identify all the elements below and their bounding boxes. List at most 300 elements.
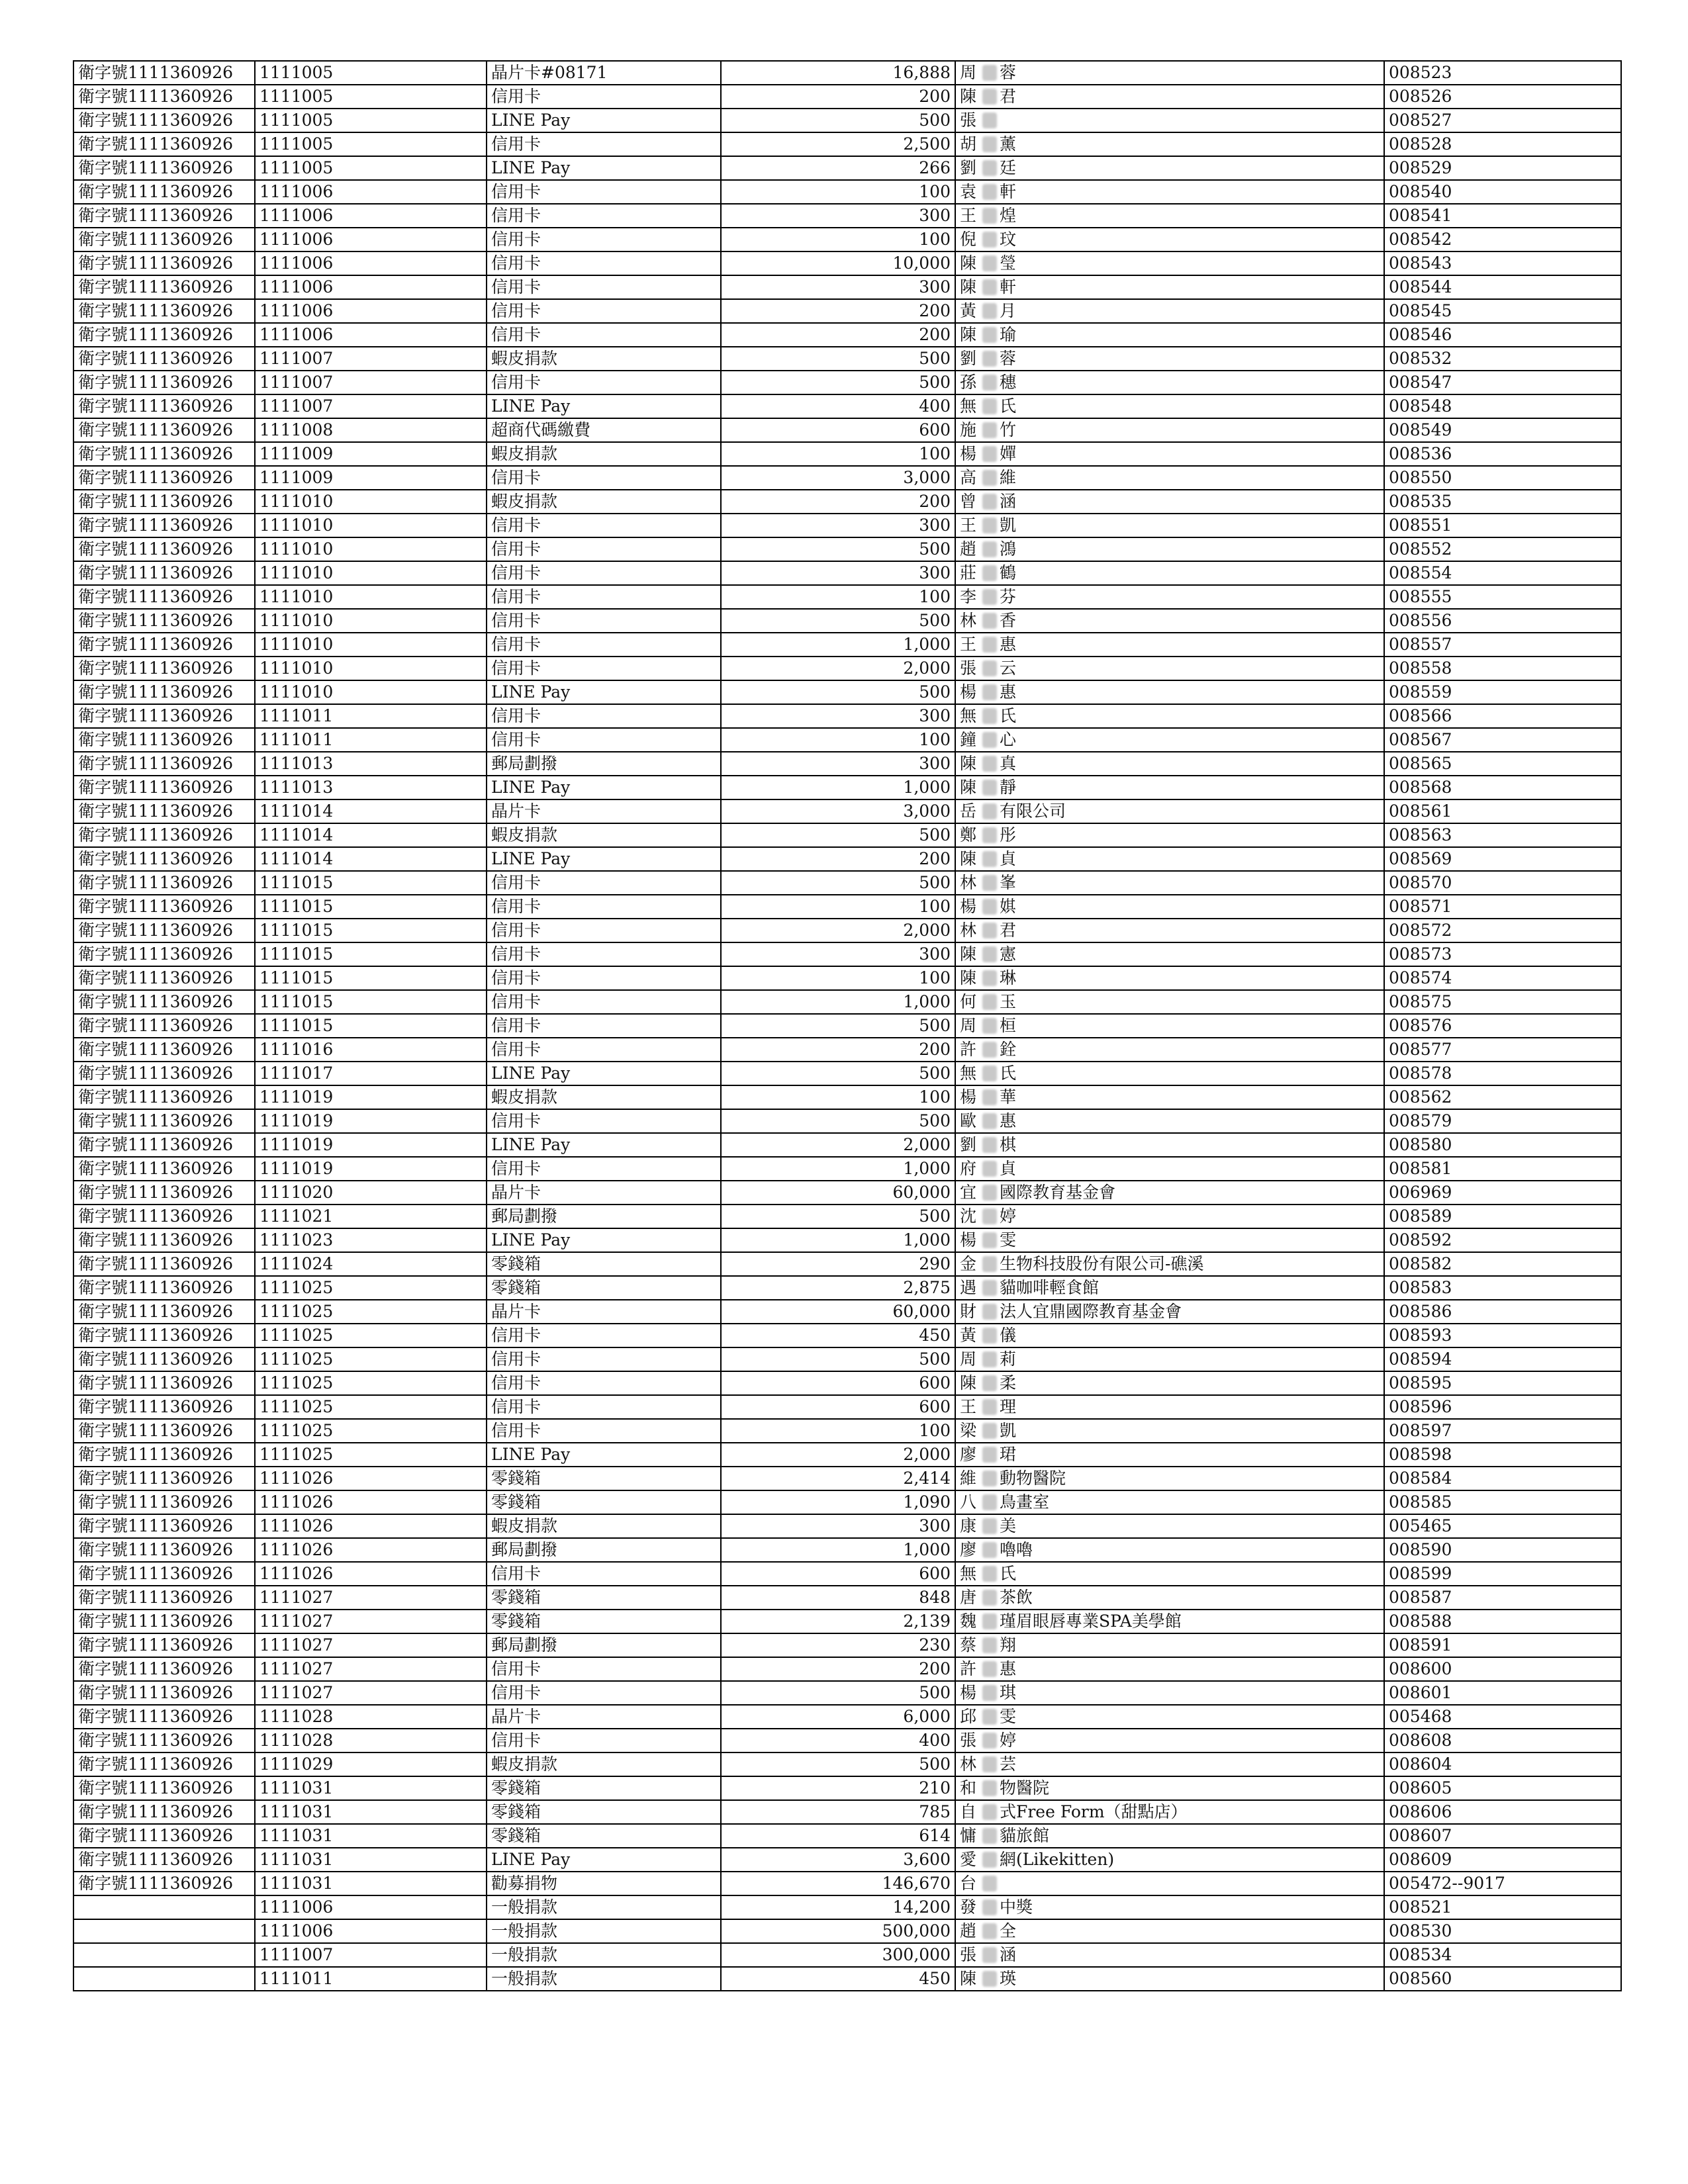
- permit-number-cell: 衛字號1111360926: [73, 61, 255, 85]
- donor-name: 心: [1000, 730, 1017, 749]
- redaction-mark: [982, 803, 997, 819]
- table-row: [73, 537, 1621, 561]
- permit-number-cell: 衛字號1111360926: [73, 1824, 255, 1848]
- redaction-mark: [982, 446, 997, 462]
- receipt-number-cell: 005468: [1384, 1705, 1621, 1729]
- payment-method-cell: 一般捐款: [487, 1895, 721, 1919]
- date-cell: 1111026: [255, 1467, 487, 1490]
- donor-cell: [955, 156, 1384, 180]
- permit-number-cell: [73, 1967, 255, 1991]
- payment-method-cell: 一般捐款: [487, 1943, 721, 1967]
- donor-name: 軒: [1000, 277, 1017, 296]
- donor-surname: 自: [960, 1802, 977, 1821]
- redaction-mark: [982, 208, 997, 224]
- table-row: [73, 1776, 1621, 1800]
- donor-name: 廷: [1000, 158, 1017, 177]
- donor-surname: 林: [960, 873, 977, 892]
- receipt-number-cell: 005465: [1384, 1514, 1621, 1538]
- amount-cell: 500: [721, 1752, 955, 1776]
- permit-number-cell: 衛字號1111360926: [73, 347, 255, 371]
- permit-number-cell: 衛字號1111360926: [73, 942, 255, 966]
- redaction-mark: [982, 1709, 997, 1725]
- date-cell: 1111014: [255, 847, 487, 871]
- date-cell: 1111007: [255, 394, 487, 418]
- donor-cell: [955, 466, 1384, 490]
- payment-method-cell: LINE Pay: [487, 847, 721, 871]
- donor-name: 月: [1000, 301, 1017, 320]
- donor-surname: 劉: [960, 349, 977, 368]
- redaction-mark: [982, 1780, 997, 1796]
- donor-surname: 張: [960, 659, 977, 678]
- donor-surname: 周: [960, 1016, 977, 1035]
- amount-cell: 1,000: [721, 1538, 955, 1562]
- donor-name: 涵: [1000, 492, 1017, 511]
- donor-cell: [955, 1514, 1384, 1538]
- donor-cell: [955, 990, 1384, 1014]
- donor-name: 鶴: [1000, 563, 1017, 582]
- receipt-number-cell: 008542: [1384, 228, 1621, 251]
- donor-surname: 魏: [960, 1612, 977, 1631]
- redaction-mark: [982, 113, 997, 128]
- permit-number-cell: 衛字號1111360926: [73, 1133, 255, 1157]
- donor-cell: [955, 776, 1384, 799]
- receipt-number-cell: 008579: [1384, 1109, 1621, 1133]
- receipt-number-cell: 008604: [1384, 1752, 1621, 1776]
- table-row: [73, 847, 1621, 871]
- amount-cell: 500: [721, 680, 955, 704]
- receipt-number-cell: 008521: [1384, 1895, 1621, 1919]
- donor-surname: 楊: [960, 1683, 977, 1702]
- date-cell: 1111025: [255, 1324, 487, 1347]
- donor-surname: 陳: [960, 944, 977, 964]
- donor-surname: 鐘: [960, 730, 977, 749]
- donor-cell: [955, 1157, 1384, 1181]
- permit-number-cell: 衛字號1111360926: [73, 418, 255, 442]
- receipt-number-cell: 008555: [1384, 585, 1621, 609]
- redaction-mark: [982, 1399, 997, 1415]
- receipt-number-cell: 008556: [1384, 609, 1621, 633]
- date-cell: 1111005: [255, 109, 487, 132]
- date-cell: 1111019: [255, 1157, 487, 1181]
- receipt-number-cell: 008558: [1384, 657, 1621, 680]
- receipt-number-cell: 008544: [1384, 275, 1621, 299]
- permit-number-cell: 衛字號1111360926: [73, 1205, 255, 1228]
- donor-cell: [955, 1419, 1384, 1443]
- payment-method-cell: LINE Pay: [487, 394, 721, 418]
- payment-method-cell: 信用卡: [487, 1681, 721, 1705]
- table-row: [73, 1872, 1621, 1895]
- amount-cell: 1,000: [721, 633, 955, 657]
- donor-cell: [955, 418, 1384, 442]
- amount-cell: 100: [721, 442, 955, 466]
- permit-number-cell: 衛字號1111360926: [73, 180, 255, 204]
- permit-number-cell: [73, 1943, 255, 1967]
- permit-number-cell: [73, 1895, 255, 1919]
- donor-name: 婷: [1000, 1731, 1017, 1750]
- payment-method-cell: 一般捐款: [487, 1919, 721, 1943]
- permit-number-cell: 衛字號1111360926: [73, 394, 255, 418]
- donor-surname: 無: [960, 1564, 977, 1583]
- donor-cell: [955, 919, 1384, 942]
- redaction-mark: [982, 351, 997, 367]
- date-cell: 1111006: [255, 1919, 487, 1943]
- donor-surname: 袁: [960, 182, 977, 201]
- donor-name: 珺: [1000, 1445, 1017, 1464]
- donor-cell: [955, 251, 1384, 275]
- payment-method-cell: LINE Pay: [487, 1848, 721, 1872]
- payment-method-cell: 信用卡: [487, 204, 721, 228]
- payment-method-cell: 信用卡: [487, 228, 721, 251]
- donor-name: 鴻: [1000, 539, 1017, 559]
- permit-number-cell: 衛字號1111360926: [73, 990, 255, 1014]
- donor-cell: [955, 1133, 1384, 1157]
- donor-name: 式Free Form（甜點店）: [1000, 1802, 1188, 1821]
- permit-number-cell: 衛字號1111360926: [73, 1252, 255, 1276]
- permit-number-cell: 衛字號1111360926: [73, 1085, 255, 1109]
- date-cell: 1111005: [255, 61, 487, 85]
- donor-surname: 八: [960, 1492, 977, 1512]
- donor-name: 國際教育基金會: [1000, 1183, 1116, 1202]
- permit-number-cell: 衛字號1111360926: [73, 1586, 255, 1610]
- donor-cell: [955, 1586, 1384, 1610]
- payment-method-cell: 信用卡: [487, 1347, 721, 1371]
- table-row: [73, 1490, 1621, 1514]
- donor-surname: 陳: [960, 778, 977, 797]
- permit-number-cell: 衛字號1111360926: [73, 537, 255, 561]
- redaction-mark: [982, 1685, 997, 1701]
- payment-method-cell: LINE Pay: [487, 1133, 721, 1157]
- date-cell: 1111025: [255, 1419, 487, 1443]
- date-cell: 1111029: [255, 1752, 487, 1776]
- payment-method-cell: LINE Pay: [487, 1228, 721, 1252]
- redaction-mark: [982, 1185, 997, 1201]
- receipt-number-cell: 008588: [1384, 1610, 1621, 1633]
- amount-cell: 500: [721, 823, 955, 847]
- donor-surname: 鄭: [960, 825, 977, 844]
- redaction-mark: [982, 1828, 997, 1844]
- receipt-number-cell: 008582: [1384, 1252, 1621, 1276]
- receipt-number-cell: 008549: [1384, 418, 1621, 442]
- donor-surname: 邱: [960, 1707, 977, 1726]
- table-row: [73, 1800, 1621, 1824]
- payment-method-cell: 信用卡: [487, 1395, 721, 1419]
- donor-cell: [955, 109, 1384, 132]
- permit-number-cell: 衛字號1111360926: [73, 657, 255, 680]
- donor-cell: [955, 871, 1384, 895]
- redaction-mark: [982, 637, 997, 653]
- donor-cell: [955, 1824, 1384, 1848]
- receipt-number-cell: 008585: [1384, 1490, 1621, 1514]
- date-cell: 1111005: [255, 156, 487, 180]
- payment-method-cell: 信用卡: [487, 1657, 721, 1681]
- amount-cell: 848: [721, 1586, 955, 1610]
- donor-surname: 孫: [960, 373, 977, 392]
- amount-cell: 100: [721, 1419, 955, 1443]
- redaction-mark: [982, 1042, 997, 1058]
- date-cell: 1111015: [255, 942, 487, 966]
- amount-cell: 600: [721, 418, 955, 442]
- amount-cell: 614: [721, 1824, 955, 1848]
- amount-cell: 60,000: [721, 1181, 955, 1205]
- donor-name: 瑾眉眼唇專業SPA美學館: [1000, 1612, 1182, 1631]
- amount-cell: 300: [721, 704, 955, 728]
- date-cell: 1111025: [255, 1443, 487, 1467]
- date-cell: 1111013: [255, 776, 487, 799]
- payment-method-cell: 郵局劃撥: [487, 752, 721, 776]
- table-row: [73, 1514, 1621, 1538]
- redaction-mark: [982, 303, 997, 319]
- receipt-number-cell: 008541: [1384, 204, 1621, 228]
- receipt-number-cell: 008571: [1384, 895, 1621, 919]
- permit-number-cell: 衛字號1111360926: [73, 1800, 255, 1824]
- date-cell: 1111010: [255, 537, 487, 561]
- redaction-mark: [982, 1423, 997, 1439]
- date-cell: 1111028: [255, 1729, 487, 1752]
- donor-surname: 楊: [960, 1087, 977, 1107]
- donor-cell: [955, 85, 1384, 109]
- table-row: [73, 204, 1621, 228]
- payment-method-cell: 零錢箱: [487, 1824, 721, 1848]
- donor-name: 銓: [1000, 1040, 1017, 1059]
- permit-number-cell: 衛字號1111360926: [73, 442, 255, 466]
- donor-name: 玉: [1000, 992, 1017, 1011]
- amount-cell: 300: [721, 275, 955, 299]
- redaction-mark: [982, 65, 997, 81]
- permit-number-cell: 衛字號1111360926: [73, 490, 255, 514]
- donor-surname: 張: [960, 1945, 977, 1964]
- permit-number-cell: 衛字號1111360926: [73, 1419, 255, 1443]
- redaction-mark: [982, 1304, 997, 1320]
- date-cell: 1111027: [255, 1633, 487, 1657]
- permit-number-cell: 衛字號1111360926: [73, 1681, 255, 1705]
- date-cell: 1111017: [255, 1062, 487, 1085]
- amount-cell: 200: [721, 490, 955, 514]
- donor-cell: [955, 728, 1384, 752]
- donor-cell: [955, 347, 1384, 371]
- amount-cell: 100: [721, 228, 955, 251]
- receipt-number-cell: 008587: [1384, 1586, 1621, 1610]
- permit-number-cell: 衛字號1111360926: [73, 585, 255, 609]
- redaction-mark: [982, 1113, 997, 1129]
- permit-number-cell: 衛字號1111360926: [73, 1752, 255, 1776]
- date-cell: 1111015: [255, 966, 487, 990]
- table-row: [73, 1919, 1621, 1943]
- amount-cell: 500: [721, 347, 955, 371]
- receipt-number-cell: 008584: [1384, 1467, 1621, 1490]
- donor-name: 真: [1000, 754, 1017, 773]
- table-row: [73, 1967, 1621, 1991]
- donor-cell: [955, 61, 1384, 85]
- donor-cell: [955, 1395, 1384, 1419]
- donor-cell: [955, 1562, 1384, 1586]
- permit-number-cell: 衛字號1111360926: [73, 1705, 255, 1729]
- receipt-number-cell: 008599: [1384, 1562, 1621, 1586]
- table-row: [73, 1014, 1621, 1038]
- table-row: [73, 966, 1621, 990]
- table-row: [73, 490, 1621, 514]
- permit-number-cell: 衛字號1111360926: [73, 228, 255, 251]
- donor-cell: [955, 1538, 1384, 1562]
- payment-method-cell: 信用卡: [487, 561, 721, 585]
- permit-number-cell: 衛字號1111360926: [73, 251, 255, 275]
- date-cell: 1111011: [255, 1967, 487, 1991]
- date-cell: 1111027: [255, 1681, 487, 1705]
- redaction-mark: [982, 589, 997, 605]
- table-row: [73, 728, 1621, 752]
- donor-surname: 施: [960, 420, 977, 439]
- permit-number-cell: 衛字號1111360926: [73, 1514, 255, 1538]
- donor-cell: [955, 323, 1384, 347]
- receipt-number-cell: 008535: [1384, 490, 1621, 514]
- redaction-mark: [982, 1542, 997, 1558]
- donor-name: 氏: [1000, 1564, 1017, 1583]
- redaction-mark: [982, 1899, 997, 1915]
- table-row: [73, 132, 1621, 156]
- table-row: [73, 275, 1621, 299]
- date-cell: 1111027: [255, 1586, 487, 1610]
- payment-method-cell: 信用卡: [487, 1562, 721, 1586]
- receipt-number-cell: 008572: [1384, 919, 1621, 942]
- donor-cell: [955, 823, 1384, 847]
- date-cell: 1111019: [255, 1109, 487, 1133]
- donor-name: 瑛: [1000, 1969, 1017, 1988]
- donor-cell: [955, 1085, 1384, 1109]
- table-row: [73, 180, 1621, 204]
- permit-number-cell: 衛字號1111360926: [73, 1467, 255, 1490]
- table-row: [73, 823, 1621, 847]
- donor-surname: 無: [960, 1064, 977, 1083]
- payment-method-cell: 信用卡: [487, 657, 721, 680]
- table-row: [73, 1395, 1621, 1419]
- date-cell: 1111025: [255, 1276, 487, 1300]
- redaction-mark: [982, 613, 997, 629]
- date-cell: 1111007: [255, 1943, 487, 1967]
- donor-surname: 歐: [960, 1111, 977, 1130]
- table-row: [73, 1085, 1621, 1109]
- amount-cell: 500: [721, 371, 955, 394]
- donor-name: 美: [1000, 1516, 1017, 1535]
- donor-surname: 楊: [960, 444, 977, 463]
- payment-method-cell: 信用卡: [487, 537, 721, 561]
- amount-cell: 100: [721, 1085, 955, 1109]
- receipt-number-cell: 008601: [1384, 1681, 1621, 1705]
- table-row: [73, 1943, 1621, 1967]
- payment-method-cell: LINE Pay: [487, 776, 721, 799]
- permit-number-cell: 衛字號1111360926: [73, 1538, 255, 1562]
- payment-method-cell: 勸募捐物: [487, 1872, 721, 1895]
- donor-surname: 王: [960, 635, 977, 654]
- amount-cell: 600: [721, 1562, 955, 1586]
- donor-surname: 愛: [960, 1850, 977, 1869]
- date-cell: 1111007: [255, 347, 487, 371]
- donor-surname: 張: [960, 111, 977, 130]
- payment-method-cell: LINE Pay: [487, 680, 721, 704]
- receipt-number-cell: 008575: [1384, 990, 1621, 1014]
- amount-cell: 2,139: [721, 1610, 955, 1633]
- donor-cell: [955, 895, 1384, 919]
- redaction-mark: [982, 1256, 997, 1272]
- donor-cell: [955, 561, 1384, 585]
- donor-name: 君: [1000, 921, 1017, 940]
- donor-cell: [955, 657, 1384, 680]
- table-row: [73, 585, 1621, 609]
- table-row: [73, 1276, 1621, 1300]
- redaction-mark: [982, 255, 997, 271]
- permit-number-cell: 衛字號1111360926: [73, 1038, 255, 1062]
- donor-surname: 唐: [960, 1588, 977, 1607]
- donor-cell: [955, 1324, 1384, 1347]
- donor-surname: 廖: [960, 1445, 977, 1464]
- date-cell: 1111025: [255, 1371, 487, 1395]
- table-row: [73, 156, 1621, 180]
- redaction-mark: [982, 1614, 997, 1629]
- payment-method-cell: 信用卡: [487, 1729, 721, 1752]
- table-row: [73, 1729, 1621, 1752]
- date-cell: 1111027: [255, 1657, 487, 1681]
- donor-surname: 陳: [960, 754, 977, 773]
- donor-surname: 陳: [960, 1969, 977, 1988]
- redaction-mark: [982, 1756, 997, 1772]
- table-row: [73, 1705, 1621, 1729]
- donor-cell: [955, 1848, 1384, 1872]
- payment-method-cell: 信用卡: [487, 251, 721, 275]
- permit-number-cell: 衛字號1111360926: [73, 1014, 255, 1038]
- date-cell: 1111015: [255, 871, 487, 895]
- redaction-mark: [982, 1804, 997, 1820]
- table-row: [73, 561, 1621, 585]
- receipt-number-cell: 008569: [1384, 847, 1621, 871]
- permit-number-cell: 衛字號1111360926: [73, 1347, 255, 1371]
- amount-cell: 785: [721, 1800, 955, 1824]
- table-row: [73, 1228, 1621, 1252]
- redaction-mark: [982, 1232, 997, 1248]
- amount-cell: 400: [721, 394, 955, 418]
- redaction-mark: [982, 875, 997, 891]
- redaction-mark: [982, 1518, 997, 1534]
- permit-number-cell: 衛字號1111360926: [73, 371, 255, 394]
- donor-surname: 無: [960, 706, 977, 725]
- table-row: [73, 633, 1621, 657]
- date-cell: 1111015: [255, 1014, 487, 1038]
- donor-cell: [955, 799, 1384, 823]
- date-cell: 1111031: [255, 1872, 487, 1895]
- donor-name: 理: [1000, 1397, 1017, 1416]
- amount-cell: 10,000: [721, 251, 955, 275]
- donor-name: 貞: [1000, 849, 1017, 868]
- receipt-number-cell: 008567: [1384, 728, 1621, 752]
- donor-cell: [955, 752, 1384, 776]
- donor-cell: [955, 490, 1384, 514]
- amount-cell: 1,000: [721, 1157, 955, 1181]
- table-row: [73, 704, 1621, 728]
- redaction-mark: [982, 1566, 997, 1582]
- donor-cell: [955, 1443, 1384, 1467]
- amount-cell: 600: [721, 1371, 955, 1395]
- payment-method-cell: 郵局劃撥: [487, 1205, 721, 1228]
- table-row: [73, 1895, 1621, 1919]
- donor-surname: 發: [960, 1897, 977, 1917]
- date-cell: 1111006: [255, 251, 487, 275]
- amount-cell: 146,670: [721, 1872, 955, 1895]
- table-row: [73, 1848, 1621, 1872]
- donor-cell: [955, 1657, 1384, 1681]
- permit-number-cell: 衛字號1111360926: [73, 776, 255, 799]
- table-row: [73, 942, 1621, 966]
- amount-cell: 100: [721, 180, 955, 204]
- donor-name: 竹: [1000, 420, 1017, 439]
- date-cell: 1111006: [255, 275, 487, 299]
- date-cell: 1111024: [255, 1252, 487, 1276]
